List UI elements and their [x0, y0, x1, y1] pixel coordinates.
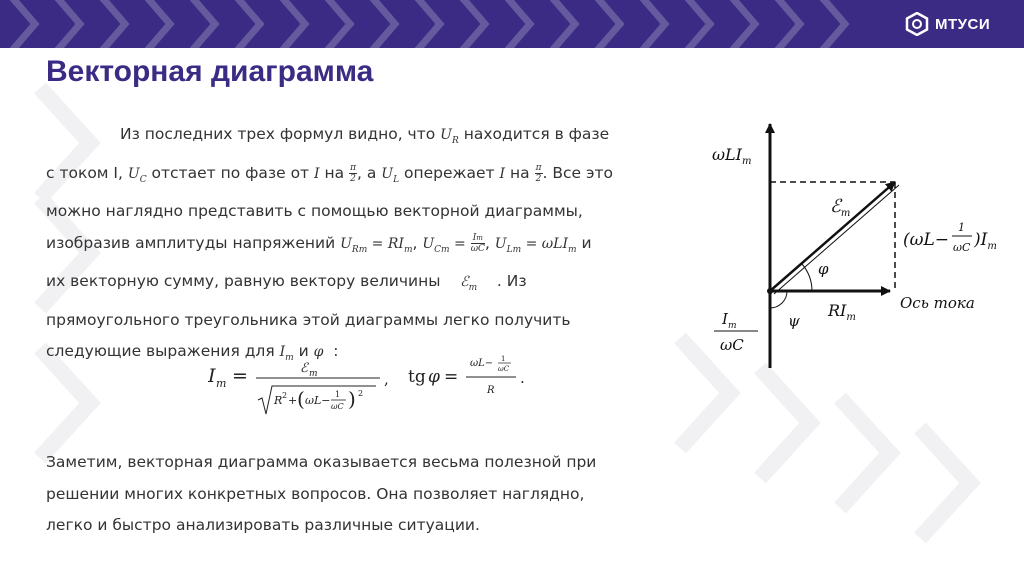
svg-text:R: R: [487, 385, 495, 396]
label-bracket-open: (ωL−: [903, 230, 950, 250]
label-bottom-den: ωC: [720, 336, 744, 354]
logo-text: МТУСИ: [935, 15, 991, 33]
label-bracket-den: ωC: [953, 241, 971, 254]
paragraph-conclusion: [46, 447, 691, 542]
svg-text:ωC: ωC: [331, 402, 344, 411]
svg-text:,: ,: [384, 370, 389, 388]
para-line-6: прямоугольного треугольника этой диаграммы легко получить: [46, 310, 571, 329]
page-title: Векторная диаграмма: [46, 55, 374, 88]
svg-text:.: .: [520, 369, 525, 387]
para-line-7: следующие выражения для $I_m$ и φ :: [46, 342, 339, 363]
svg-text:ωL−: ωL−: [305, 394, 331, 407]
label-phi: φ: [818, 260, 829, 278]
conclusion-line-1: Заметим, векторная диаграмма оказывается весьма полезной при: [46, 453, 597, 471]
label-bottom-num: $I_m$: [722, 310, 737, 331]
label-omega-l-i: ωLI$_m$: [712, 145, 752, 167]
psi-arc: [770, 291, 787, 308]
svg-text:(: (: [297, 387, 305, 411]
svg-text:m: m: [216, 377, 227, 390]
svg-text:ℰ: ℰ: [300, 361, 308, 376]
svg-text:2: 2: [282, 391, 288, 400]
svg-text:=: =: [444, 367, 459, 387]
conclusion-line-2: решении многих конкретных вопросов. Она позволяет наглядно,: [46, 484, 585, 503]
para-line-4: изобразив амплитуды напряжений $U_{Rm} = RI_m$, $U_{Cm}$ = $\frac{Im}{\omega C}$ , $U_{Lm} = \omega LI_m$ и: [46, 232, 592, 255]
svg-text:tg: tg: [408, 367, 426, 387]
paragraph-main: [46, 119, 691, 375]
label-bracket-close: )$I_m$: [974, 230, 997, 252]
header-banner: [0, 0, 1024, 48]
label-psi: ψ: [788, 312, 800, 330]
svg-text:2: 2: [358, 389, 364, 398]
para-line-5: их векторную сумму, равную вектору величины ℰ$_m$ . Из: [46, 272, 527, 293]
label-current-axis: Ось тока: [900, 294, 975, 312]
svg-text:ωL−: ωL−: [470, 358, 494, 369]
para-line-3: можно наглядно представить с помощью векторной диаграммы,: [46, 202, 583, 220]
hexagon-ring-icon: [905, 12, 929, 36]
svg-text:): ): [348, 387, 356, 411]
mtuci-logo: [905, 11, 990, 37]
label-bracket-num: 1: [958, 221, 965, 234]
svg-text:φ: φ: [428, 367, 440, 387]
formula-block: [208, 352, 568, 422]
svg-text:m: m: [309, 369, 318, 379]
svg-text:R: R: [274, 394, 283, 407]
label-ri: $RI_m$: [828, 301, 856, 323]
para-line-1: Из последних трех формул видно, что $U_R$ находится в фазе: [120, 125, 610, 146]
svg-text:+: +: [288, 394, 298, 407]
vector-diagram: [700, 118, 1020, 378]
svg-text:ωC: ωC: [498, 365, 510, 373]
svg-text:1: 1: [501, 355, 506, 363]
svg-text:I: I: [208, 365, 216, 387]
para-line-2: с током I, $U_C$ отстает по фазе от I на $\frac{\pi}{2}$ , а $U_L$ опережает I на $\frac{\pi}{2}$ . Все это: [46, 162, 613, 185]
banner-pattern: [0, 0, 900, 48]
svg-text:=: =: [232, 365, 248, 387]
svg-text:1: 1: [335, 390, 341, 399]
conclusion-line-3: легко и быстро анализировать различные ситуации.: [46, 516, 480, 534]
label-emf: ℰ$_m$: [830, 196, 851, 219]
